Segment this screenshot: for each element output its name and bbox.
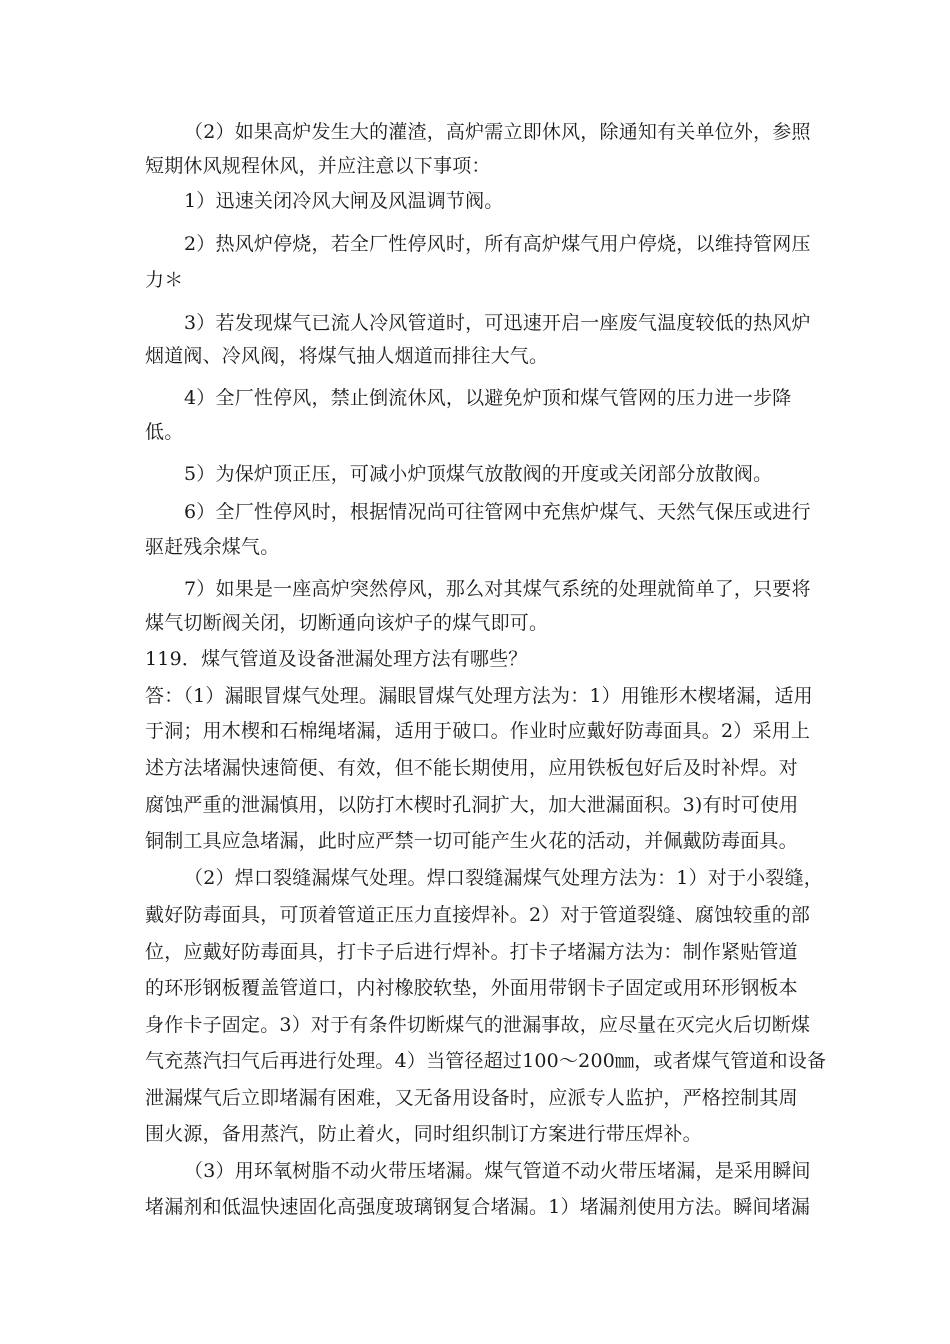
text-line: 泄漏煤气后立即堵漏有困难，又无备用设备时，应派专人监护，严格控制其周 — [145, 1087, 798, 1109]
text-line: 烟道阀、冷风阀，将煤气抽人烟道而排往大气。 — [145, 345, 549, 367]
text-line: 力＊ — [145, 269, 184, 291]
text-line: 1）迅速关闭冷风大闸及风温调节阀。 — [184, 190, 504, 212]
text-line: （2）焊口裂缝漏煤气处理。焊口裂缝漏煤气处理方法为：1）对于小裂缝， — [184, 867, 823, 889]
text-line: 6）全厂性停风时，根据情况尚可往管网中充焦炉煤气、天然气保压或进行 — [184, 501, 811, 523]
text-line: 的环形钢板覆盖管道口，内衬橡胶软垫，外面用带钢卡子固定或用环形钢板本 — [145, 977, 798, 999]
text-line: 堵漏剂和低温快速固化高强度玻璃钢复合堵漏。1）堵漏剂使用方法。瞬间堵漏 — [145, 1196, 811, 1218]
text-line: 答：（1）漏眼冒煤气处理。漏眼冒煤气处理方法为：1）用锥形木楔堵漏，适用 — [145, 685, 813, 707]
text-line: 身作卡子固定。3）对于有条件切断煤气的泄漏事故，应尽量在灭完火后切断煤 — [145, 1014, 811, 1036]
text-line: （2）如果高炉发生大的灌渣，高炉需立即休风，除通知有关单位外，参照 — [184, 121, 811, 143]
text-line: 2）热风炉停烧，若全厂性停风时，所有高炉煤气用户停烧，以维持管网压 — [184, 233, 811, 255]
text-line: 短期休风规程休风，并应注意以下事项： — [145, 155, 491, 177]
text-line: 煤气切断阀关闭，切断通向该炉子的煤气即可。 — [145, 612, 549, 634]
text-line: 气充蒸汽扫气后再进行处理。4）当管径超过100～200㎜，或者煤气管道和设备 — [145, 1050, 827, 1072]
text-line: 腐蚀严重的泄漏慎用，以防打木楔时孔洞扩大，加大泄漏面积。3)有时可使用 — [145, 794, 799, 816]
text-line: 驱赶残余煤气。 — [145, 536, 280, 558]
text-line: 述方法堵漏快速简便、有效，但不能长期使用，应用铁板包好后及时补焊。对 — [145, 757, 798, 779]
text-line: 低。 — [145, 421, 184, 443]
text-line: 3）若发现煤气已流人冷风管道时，可迅速开启一座废气温度较低的热风炉 — [184, 312, 811, 334]
text-line: 4）全厂性停风，禁止倒流休风，以避免炉顶和煤气管网的压力进一步降 — [184, 387, 792, 409]
text-line: 于洞；用木楔和石棉绳堵漏，适用于破口。作业时应戴好防毒面具。2）采用上 — [145, 720, 811, 742]
text-line: 戴好防毒面具，可顶着管道正压力直接焊补。2）对于管道裂缝、腐蚀较重的部 — [145, 904, 811, 926]
question-heading: 119．煤气管道及设备泄漏处理方法有哪些？ — [145, 648, 528, 670]
text-line: 围火源，备用蒸汽，防止着火，同时组织制订方案进行带压焊补。 — [145, 1123, 702, 1145]
text-line: 7）如果是一座高炉突然停风，那么对其煤气系统的处理就简单了，只要将 — [184, 578, 811, 600]
text-line: （3）用环氧树脂不动火带压堵漏。煤气管道不动火带压堵漏，是采用瞬间 — [184, 1160, 811, 1182]
text-line: 铜制工具应急堵漏，此时应严禁一切可能产生火花的活动，并佩戴防毒面具。 — [145, 830, 798, 852]
text-line: 5）为保炉顶正压，可减小炉顶煤气放散阀的开度或关闭部分放散阀。 — [184, 463, 773, 485]
text-line: 位，应戴好防毒面具，打卡子后进行焊补。打卡子堵漏方法为：制作紧贴管道 — [145, 941, 798, 963]
